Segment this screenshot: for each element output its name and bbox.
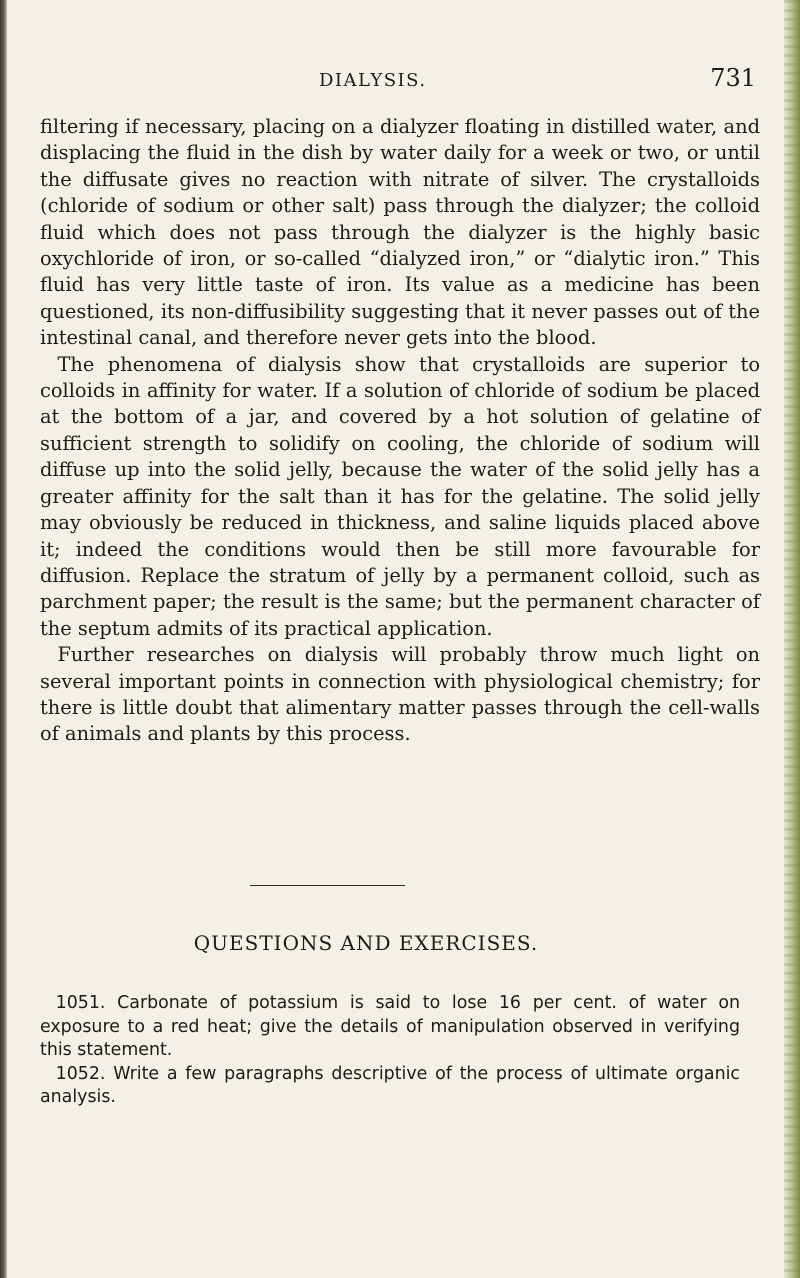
- exercise-item: 1052. Write a few paragraphs descriptive of the process of ultimate organic analysis.: [40, 1063, 740, 1108]
- exercise-list: [40, 992, 740, 1110]
- paragraph-continued: filtering if necessary, placing on a dialyzer floating in distilled water, and displacing the fluid in the dish by water daily for a week or two, or until the diffusate gives no reaction with nitrate of silver. The crystalloids (chloride of sodium or other salt) pass through the dialyzer; the colloid fluid which does not pass through the dialyzer is the highly basic oxychloride of iron, or so-called “dialyzed iron,” or “dialytic iron.” This fluid has very little taste of iron. Its value as a medicine has been questioned, its non-diffusibility suggesting that it never passes out of the intestinal canal, and therefore never gets into the blood.: [40, 115, 760, 350]
- paragraph-phenomena-of-dialysis: The phenomena of dialysis show that crystalloids are superior to colloids in affinity for water. If a solution of chloride of sodium be placed at the bottom of a jar, and covered by a hot solution of gelatine of sufficient strength to solidify on cooling, the chloride of sodium will diffuse up into the solid jelly, because the water of the solid jelly has a greater affinity for the salt than it has for the gelatine. The solid jelly may obviously be reduced in thickness, and saline liquids placed above it; indeed the conditions would then be still more favourable for diffusion. Replace the stratum of jelly by a permanent colloid, such as parchment paper; the result is the same; but the permanent character of the septum admits of its practical application.: [40, 352, 760, 640]
- page-number: 731: [710, 64, 756, 92]
- section-heading: QUESTIONS AND EXERCISES.: [193, 931, 539, 955]
- page-fore-edge: [784, 0, 800, 1278]
- paragraph-further-researches: Further researches on dialysis will probably throw much light on several important points in connection with physiological chemistry; for there is little doubt that alimentary matter passes through the cell-walls of animals and plants by this process.: [40, 643, 760, 746]
- page-header: [40, 64, 760, 100]
- exercise-item: 1051. Carbonate of potassium is said to lose 16 per cent. of water on exposure to a red heat; give the details of manipulation observed in verifying this statement.: [40, 993, 740, 1061]
- section-divider: [250, 885, 405, 886]
- running-head: DIALYSIS.: [319, 70, 427, 91]
- body-text: [40, 114, 760, 748]
- page-binding-edge: [0, 0, 7, 1278]
